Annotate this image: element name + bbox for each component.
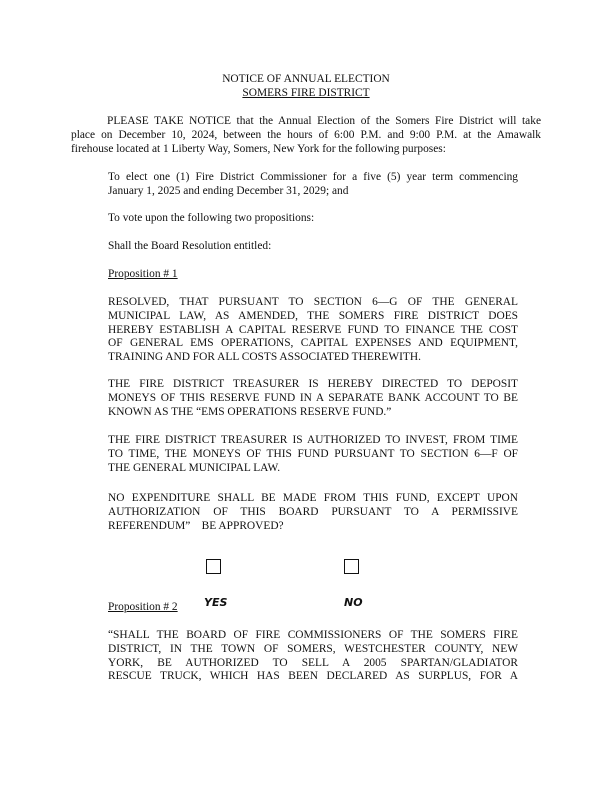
purpose-paragraph <box>108 171 518 199</box>
proposition-1-paragraph-4 <box>108 492 518 533</box>
prop2-p1-line-3: YORK, BE AUTHORIZED TO SELL A 2005 SPARTAN/GLADIATOR <box>108 656 518 669</box>
prop1-p4-line-1: NO EXPENDITURE SHALL BE MADE FROM THIS FUND, EXCEPT UPON <box>108 492 518 504</box>
prop1-p4-line-3: REFERENDUM” BE APPROVED? <box>108 519 284 532</box>
prop1-p4-line-2: AUTHORIZATION OF THIS BOARD PURSUANT TO A PERMISSIVE <box>108 505 518 518</box>
prop1-p3-line-3: THE GENERAL MUNICIPAL LAW. <box>108 461 281 474</box>
proposition-1-paragraph-1 <box>108 296 518 365</box>
vote-line: To vote upon the following two propositions: <box>108 212 315 224</box>
resolution-line: Shall the Board Resolution entitled: <box>108 240 272 252</box>
prop1-p2-line-1: THE FIRE DISTRICT TREASURER IS HEREBY DIRECTED TO DEPOSIT <box>108 378 518 390</box>
intro-line-3: firehouse located at 1 Liberty Way, Somers, New York for the following purposes: <box>71 142 446 155</box>
prop2-p1-line-4: RESCUE TRUCK, WHICH HAS BEEN DECLARED AS SURPLUS, FOR A <box>108 670 518 683</box>
prop2-p1-line-1: “SHALL THE BOARD OF FIRE COMMISSIONERS OF THE SOMERS FIRE <box>108 629 518 641</box>
intro-paragraph <box>71 115 541 156</box>
prop2-p1-line-2: DISTRICT, IN THE TOWN OF SOMERS, WESTCHESTER COUNTY, NEW <box>108 642 518 655</box>
prop1-p1-line-1: RESOLVED, THAT PURSUANT TO SECTION 6—G OF THE GENERAL <box>108 296 518 308</box>
yes-label: YES <box>204 596 228 609</box>
no-checkbox[interactable] <box>344 559 359 574</box>
purpose-line-1: To elect one (1) Fire District Commissioner for a five (5) year term commencing <box>108 171 518 183</box>
prop1-p1-line-3: HEREBY ESTABLISH A CAPITAL RESERVE FUND TO FINANCE THE COST <box>108 323 518 336</box>
proposition-2-paragraph-1 <box>108 629 518 684</box>
proposition-1-paragraph-3 <box>108 434 518 475</box>
prop1-p3-line-2: TO TIME, THE MONEYS OF THIS FUND PURSUANT TO SECTION 6—F OF <box>108 447 518 460</box>
proposition-1-paragraph-2 <box>108 378 518 419</box>
prop1-p1-line-4: OF GENERAL EMS OPERATIONS, CAPITAL EXPENSES AND EQUIPMENT, <box>108 337 518 350</box>
intro-line-2: place on December 10, 2024, between the hours of 6:00 P.M. and 9:00 P.M. at the Amawalk <box>71 128 541 141</box>
notice-title: NOTICE OF ANNUAL ELECTION <box>222 73 390 85</box>
prop1-p2-line-3: KNOWN AS THE “EMS OPERATIONS RESERVE FUND.” <box>108 405 392 418</box>
no-label: NO <box>344 596 363 609</box>
prop1-p1-line-5: TRAINING AND FOR ALL COSTS ASSOCIATED THEREWITH. <box>108 351 421 364</box>
prop1-p2-line-2: MONEYS OF THIS RESERVE FUND IN A SEPARATE BANK ACCOUNT TO BE <box>108 391 518 404</box>
proposition-2-heading: Proposition # 2 <box>108 601 178 613</box>
purpose-line-2: January 1, 2025 and ending December 31, 2029; and <box>108 184 349 197</box>
intro-line-1: PLEASE TAKE NOTICE that the Annual Election of the Somers Fire District will take <box>107 115 541 127</box>
prop1-p3-line-1: THE FIRE DISTRICT TREASURER IS AUTHORIZED TO INVEST, FROM TIME <box>108 434 518 446</box>
prop1-p1-line-2: MUNICIPAL LAW, AS AMENDED, THE SOMERS FIRE DISTRICT DOES <box>108 309 518 322</box>
notice-subtitle: SOMERS FIRE DISTRICT <box>242 87 370 99</box>
yes-checkbox[interactable] <box>206 559 221 574</box>
proposition-1-heading: Proposition # 1 <box>108 268 178 280</box>
